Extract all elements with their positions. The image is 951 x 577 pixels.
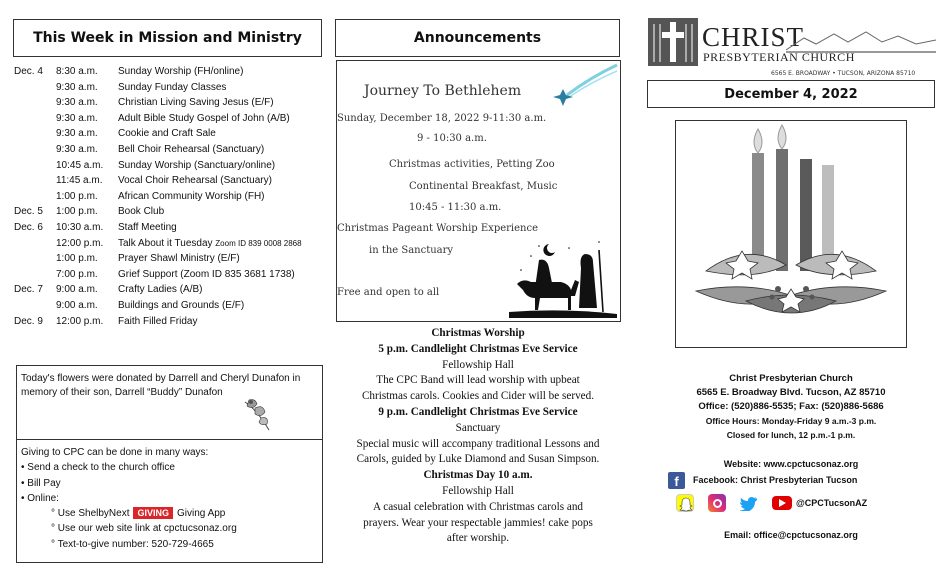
social-handle: @CPCTucsonAZ: [796, 498, 868, 508]
schedule-row: [14, 204, 332, 220]
service2-desc2: Carols, guided by Luke Diamond and Susan Simpson.: [356, 453, 600, 466]
giving-sub-app: [21, 506, 319, 521]
youtube-icon[interactable]: [772, 496, 792, 510]
schedule-time: 1:00 p.m.: [56, 253, 98, 265]
schedule-row: [14, 111, 332, 127]
schedule-event-label: Sunday Worship (FH/online): [118, 66, 244, 77]
church-lunch: Closed for lunch, 12 p.m.-1 p.m.: [726, 430, 856, 440]
schedule-row: [14, 158, 332, 174]
journey-line-free: Free and open to all: [337, 287, 440, 298]
giving-item-check: • Send a check to the church office: [21, 462, 175, 474]
schedule-event: [118, 111, 332, 127]
twitter-icon[interactable]: [740, 494, 758, 512]
schedule-time: 9:30 a.m.: [56, 143, 98, 155]
logo-address: 6565 E. BROADWAY • TUCSON, ARIZONA 85710: [771, 70, 916, 77]
schedule-time: 9:30 a.m.: [56, 81, 98, 93]
cross-logo-icon: [648, 18, 700, 68]
schedule-event: [118, 267, 332, 283]
schedule-event: [118, 80, 332, 96]
schedule-event-label: Cookie and Craft Sale: [118, 128, 216, 140]
announcements-title: Announcements: [335, 19, 620, 57]
schedule-event-label: Sunday Funday Classes: [118, 81, 227, 93]
schedule-event-label: Talk About it Tuesday: [118, 237, 213, 249]
schedule-time: 1:00 p.m.: [56, 206, 98, 218]
schedule-date: [14, 158, 56, 174]
christmas-worship: [335, 326, 621, 547]
schedule-time: 9:00 a.m.: [56, 299, 98, 311]
schedule-time: 10:45 a.m.: [56, 159, 104, 171]
schedule-date: [14, 126, 56, 142]
logo-subtitle: PRESBYTERIAN CHURCH: [703, 50, 855, 64]
service1-place: Fellowship Hall: [442, 358, 514, 371]
logo-name: CHRIST: [702, 22, 805, 52]
journey-line-time1: 9 - 10:30 a.m.: [417, 133, 487, 144]
schedule-row: [14, 251, 332, 267]
giving-item-online: • Online:: [21, 492, 59, 504]
church-name: Christ Presbyterian Church: [729, 373, 853, 384]
schedule-event-label: Crafty Ladies (A/B): [118, 284, 203, 296]
service3-desc1: A casual celebration with Christmas carols and: [372, 500, 584, 513]
schedule-time: 12:00 p.m.: [56, 237, 104, 249]
schedule-row: [14, 236, 332, 252]
schedule-date: Dec. 5: [14, 206, 43, 218]
schedule-date: [14, 251, 56, 267]
schedule-row: [14, 95, 332, 111]
giving-app-suffix: Giving App: [177, 508, 226, 520]
giving-badge: GIVING: [133, 507, 173, 519]
schedule-date: [14, 298, 56, 314]
schedule-event-label: Grief Support (Zoom ID 835 3681 1738): [118, 268, 295, 280]
schedule-event: [118, 314, 332, 330]
journey-line-sanctuary: in the Sanctuary: [369, 245, 454, 256]
schedule-event-label: Faith Filled Friday: [118, 315, 198, 327]
giving-app-prefix: ° Use ShelbyNext: [51, 508, 130, 520]
church-email[interactable]: Email: office@cpctucsonaz.org: [724, 530, 858, 540]
schedule-date: [14, 267, 56, 283]
flowers-dedication: Today's flowers were donated by Darrell and Cheryl Dunafon in memory of their son, Darrell “Buddy” Dunafon: [21, 373, 301, 398]
schedule-event: [118, 298, 332, 314]
schedule-time: 9:30 a.m.: [56, 128, 98, 140]
giving-sub-text: ° Text-to-give number: 520-729-4665: [51, 538, 214, 550]
schedule-event: [118, 282, 332, 298]
service1-title: 5 p.m. Candlelight Christmas Eve Service: [378, 342, 578, 355]
church-logo: [648, 18, 936, 80]
giving-intro: Giving to CPC can be done in many ways:: [21, 447, 209, 458]
schedule-date: [14, 95, 56, 111]
schedule-event-label: Christian Living Saving Jesus (E/F): [118, 97, 274, 109]
schedule-event: [118, 220, 332, 236]
schedule-event: [118, 204, 332, 220]
box-divider: [17, 439, 322, 440]
schedule-row: [14, 173, 332, 189]
flower-icon: [239, 396, 279, 434]
service3-title: Christmas Day 10 a.m.: [423, 469, 533, 482]
journey-line-activities: Christmas activities, Petting Zoo: [389, 159, 555, 170]
schedule-date: [14, 236, 56, 252]
schedule-time: 8:30 a.m.: [56, 66, 98, 77]
facebook-label: Facebook: Christ Presbyterian Tucson: [693, 475, 858, 485]
schedule-date: [14, 80, 56, 96]
journey-title: Journey To Bethlehem: [364, 83, 522, 99]
nativity-icon: [509, 234, 617, 318]
giving-section: [21, 445, 319, 552]
schedule-time: 9:30 a.m.: [56, 97, 98, 109]
journey-line-breakfast: Continental Breakfast, Music: [409, 181, 558, 192]
flowers-giving-box: [16, 365, 323, 563]
schedule-date: Dec. 9: [14, 315, 43, 327]
journey-line-date: Sunday, December 18, 2022 9-11:30 a.m.: [337, 113, 547, 124]
schedule-row: [14, 298, 332, 314]
service2-place: Sanctuary: [455, 421, 501, 434]
journey-line-pageant: Christmas Pageant Worship Experience: [337, 223, 539, 234]
schedule-row: [14, 64, 332, 80]
schedule-time: 1:00 p.m.: [56, 190, 98, 202]
schedule-date: [14, 111, 56, 127]
mountains-icon: [786, 28, 936, 54]
schedule-row: [14, 282, 332, 298]
schedule-event-label: Sunday Worship (Sanctuary/online): [118, 159, 276, 171]
schedule-event-label: Staff Meeting: [118, 221, 177, 233]
schedule-row: [14, 189, 332, 205]
schedule-event: [118, 236, 332, 252]
schedule-event: [118, 95, 332, 111]
schedule-event-detail: Zoom ID 839 0008 2868: [215, 238, 302, 248]
schedule-row: [14, 267, 332, 283]
instagram-icon[interactable]: [708, 494, 726, 512]
schedule-event: [118, 173, 332, 189]
schedule-time: 12:00 p.m.: [56, 315, 104, 327]
schedule-event: [118, 126, 332, 142]
schedule-event-label: Bell Choir Rehearsal (Sanctuary): [118, 143, 265, 155]
worship-heading: Christmas Worship: [431, 327, 525, 339]
schedule-event-label: Prayer Shawl Ministry (E/F): [118, 253, 240, 265]
schedule-row: [14, 80, 332, 96]
schedule-event-label: Buildings and Grounds (E/F): [118, 299, 245, 311]
schedule-row: [14, 126, 332, 142]
schedule-event: [118, 142, 332, 158]
social-row: [676, 492, 867, 514]
schedule-event: [118, 64, 332, 80]
schedule-date: [14, 189, 56, 205]
schedule-date: Dec. 7: [14, 284, 43, 296]
schedule-row: [14, 314, 332, 330]
schedule-event-label: Adult Bible Study Gospel of John (A/B): [118, 112, 290, 124]
facebook-row[interactable]: [668, 471, 857, 489]
service1-desc2: Christmas carols. Cookies and Cider will be served.: [361, 390, 595, 403]
church-address: 6565 E. Broadway Blvd. Tucson, AZ 85710: [696, 387, 886, 398]
advent-wreath-icon: [676, 121, 906, 347]
schedule-list: [14, 64, 332, 329]
schedule-event-label: Vocal Choir Rehearsal (Sanctuary): [118, 175, 272, 187]
schedule-event: [118, 158, 332, 174]
service1-desc1: The CPC Band will lead worship with upbeat: [376, 374, 580, 387]
schedule-time: 7:00 p.m.: [56, 268, 98, 280]
schedule-time: 10:30 a.m.: [56, 221, 104, 233]
service2-title: 9 p.m. Candlelight Christmas Eve Service: [378, 405, 578, 418]
schedule-event: [118, 251, 332, 267]
schedule-event-label: African Community Worship (FH): [118, 190, 265, 202]
service3-place: Fellowship Hall: [442, 484, 514, 497]
church-contact: [650, 372, 932, 442]
church-phone: Office: (520)886-5535; Fax: (520)886-5686: [698, 401, 884, 412]
schedule-date: [14, 173, 56, 189]
schedule-row: [14, 220, 332, 236]
journey-line-time2: 10:45 - 11:30 a.m.: [409, 202, 502, 213]
bulletin-date: December 4, 2022: [647, 80, 935, 108]
service2-desc1: Special music will accompany traditional Lessons and: [356, 437, 600, 450]
schedule-row: [14, 142, 332, 158]
snapchat-icon[interactable]: [676, 494, 694, 512]
star-icon: [547, 63, 619, 107]
giving-sub-website: ° Use our web site link at cpctucsonaz.org: [51, 523, 237, 535]
schedule-event-label: Book Club: [118, 206, 165, 218]
schedule-date: Dec. 6: [14, 221, 43, 233]
schedule-date: Dec. 4: [14, 66, 43, 77]
service3-desc2: prayers. Wear your respectable jammies! cake pops: [363, 516, 593, 529]
service3-desc3: after worship.: [446, 532, 510, 545]
giving-item-billpay: • Bill Pay: [21, 477, 61, 489]
church-hours: Office Hours: Monday-Friday 9 a.m.-3 p.m.: [705, 416, 877, 426]
schedule-time: 9:30 a.m.: [56, 112, 98, 124]
church-website[interactable]: Website: www.cpctucsonaz.org: [723, 459, 859, 469]
schedule-time: 9:00 a.m.: [56, 284, 98, 296]
advent-image-frame: [675, 120, 907, 348]
schedule-date: [14, 142, 56, 158]
schedule-event: [118, 189, 332, 205]
facebook-icon[interactable]: f: [668, 472, 685, 489]
journey-flyer: [336, 60, 621, 322]
mission-title: This Week in Mission and Ministry: [13, 19, 322, 57]
schedule-time: 11:45 a.m.: [56, 175, 103, 187]
